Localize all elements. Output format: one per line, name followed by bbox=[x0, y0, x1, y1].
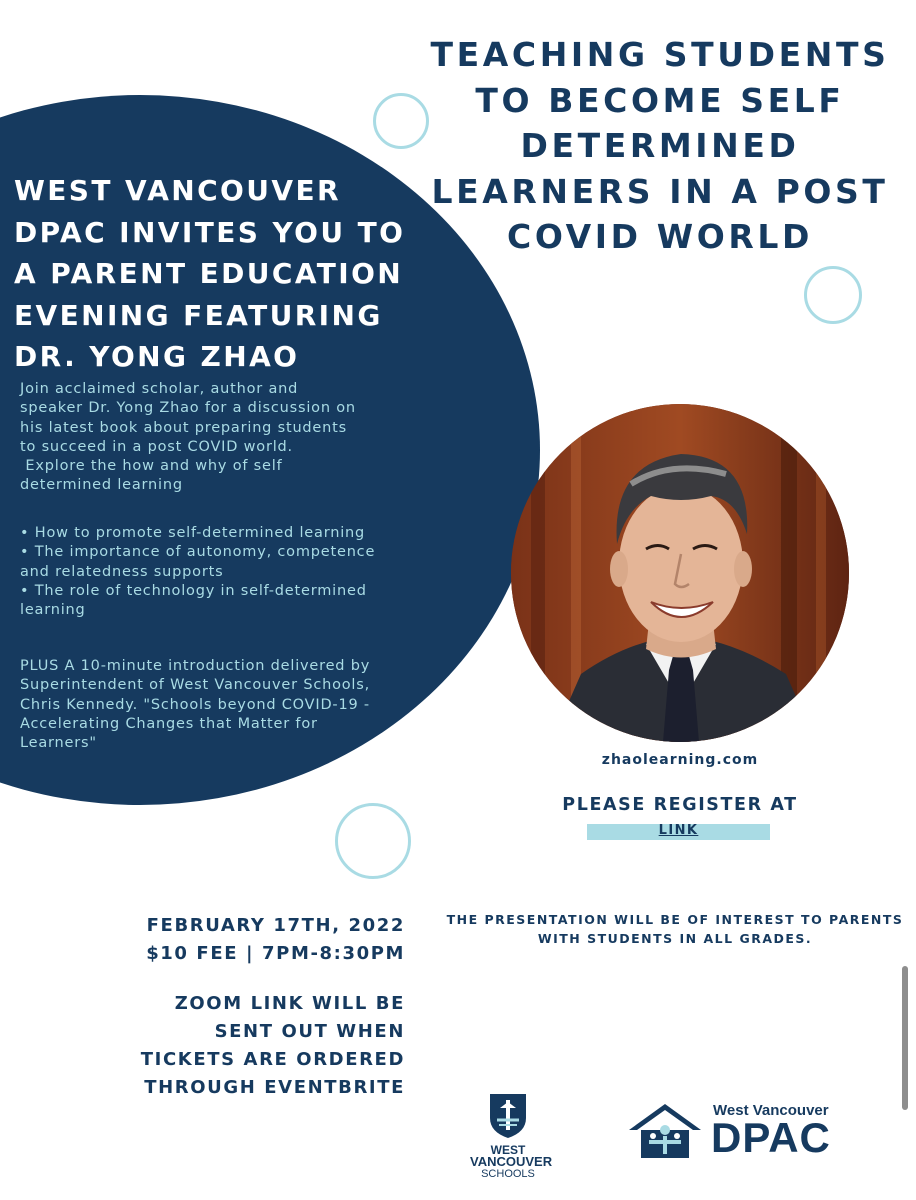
school-shield-icon bbox=[470, 1092, 546, 1140]
topic-line: • How to promote self-determined learning bbox=[20, 525, 366, 541]
invite-line: EVENING FEATURING bbox=[14, 298, 383, 332]
register-link[interactable]: LINK bbox=[658, 823, 699, 838]
invite-line: WEST VANCOUVER bbox=[14, 174, 341, 207]
intro-line: speaker Dr. Yong Zhao for a discussion on bbox=[20, 400, 356, 417]
invite-line: A PARENT EDUCATION bbox=[14, 257, 404, 290]
west-vancouver-schools-logo bbox=[470, 1092, 553, 1192]
speaker-website: zhaolearning.com bbox=[601, 752, 759, 768]
zoom-line: ZOOM LINK WILL BE bbox=[174, 993, 405, 1014]
register-heading: PLEASE REGISTER AT bbox=[562, 795, 798, 815]
audience-note bbox=[440, 910, 910, 948]
plus-line: Chris Kennedy. "Schools beyond COVID-19 - bbox=[20, 696, 370, 713]
ring-decoration-right bbox=[804, 266, 862, 324]
plus-line: Superintendent of West Vancouver Schools, bbox=[20, 677, 371, 694]
speaker-portrait-illustration bbox=[511, 404, 849, 742]
intro-line: Explore the how and why of self bbox=[20, 458, 283, 475]
intro-paragraph bbox=[20, 380, 410, 496]
intro-line: to succeed in a post COVID world. bbox=[20, 438, 293, 455]
invite-line: DR. YONG ZHAO bbox=[14, 340, 300, 373]
audience-line: THE PRESENTATION WILL BE OF INTEREST TO PARENTS bbox=[446, 912, 904, 927]
vertical-scrollbar[interactable] bbox=[902, 966, 908, 1110]
topics-list bbox=[20, 524, 410, 620]
intro-line: his latest book about preparing students bbox=[20, 419, 347, 436]
zoom-line: THROUGH EVENTBRITE bbox=[144, 1077, 405, 1098]
ring-decoration-bottom bbox=[335, 803, 411, 879]
schools-logo-line3: SCHOOLS bbox=[481, 1168, 535, 1180]
title-line: TO BECOME SELF bbox=[475, 80, 845, 120]
speaker-photo bbox=[511, 404, 849, 742]
plus-line: Learners" bbox=[20, 735, 97, 752]
event-title bbox=[410, 32, 910, 260]
zoom-line: SENT OUT WHEN bbox=[214, 1021, 405, 1042]
topic-line: • The importance of autonomy, competence bbox=[20, 544, 376, 561]
title-line: DETERMINED bbox=[520, 126, 800, 165]
invite-line: DPAC INVITES YOU TO bbox=[14, 215, 406, 249]
title-line: COVID WORLD bbox=[507, 217, 813, 256]
event-fee-time: $10 FEE | 7PM-8:30PM bbox=[146, 943, 405, 964]
schools-logo-line2: VANCOUVER bbox=[470, 1154, 553, 1169]
plus-line: PLUS A 10-minute introduction delivered by bbox=[20, 658, 371, 674]
schools-logo-line1: WEST bbox=[490, 1143, 526, 1157]
intro-line: Join acclaimed scholar, author and bbox=[20, 381, 299, 397]
house-family-icon bbox=[625, 1100, 705, 1160]
event-date: FEBRUARY 17TH, 2022 bbox=[146, 915, 405, 936]
topic-line: and relatedness supports bbox=[20, 563, 224, 580]
audience-line: WITH STUDENTS IN ALL GRADES. bbox=[537, 931, 813, 946]
plus-line: Accelerating Changes that Matter for bbox=[20, 715, 318, 732]
title-line: LEARNERS IN A POST bbox=[431, 171, 889, 211]
dpac-logo-big: DPAC bbox=[711, 1114, 831, 1161]
invitation-heading bbox=[14, 170, 434, 378]
register-link-bar bbox=[587, 824, 770, 840]
event-date-fee bbox=[60, 912, 405, 968]
topic-line: learning bbox=[20, 602, 86, 619]
dpac-logo-small: West Vancouver bbox=[713, 1102, 829, 1119]
zoom-line: TICKETS ARE ORDERED bbox=[140, 1049, 405, 1070]
west-vancouver-dpac-logo bbox=[625, 1098, 840, 1162]
title-line: TEACHING STUDENTS bbox=[430, 35, 890, 74]
intro-line: determined learning bbox=[20, 477, 183, 494]
topic-line: • The role of technology in self-determined bbox=[20, 582, 367, 599]
plus-paragraph bbox=[20, 657, 410, 753]
zoom-note bbox=[60, 990, 405, 1102]
